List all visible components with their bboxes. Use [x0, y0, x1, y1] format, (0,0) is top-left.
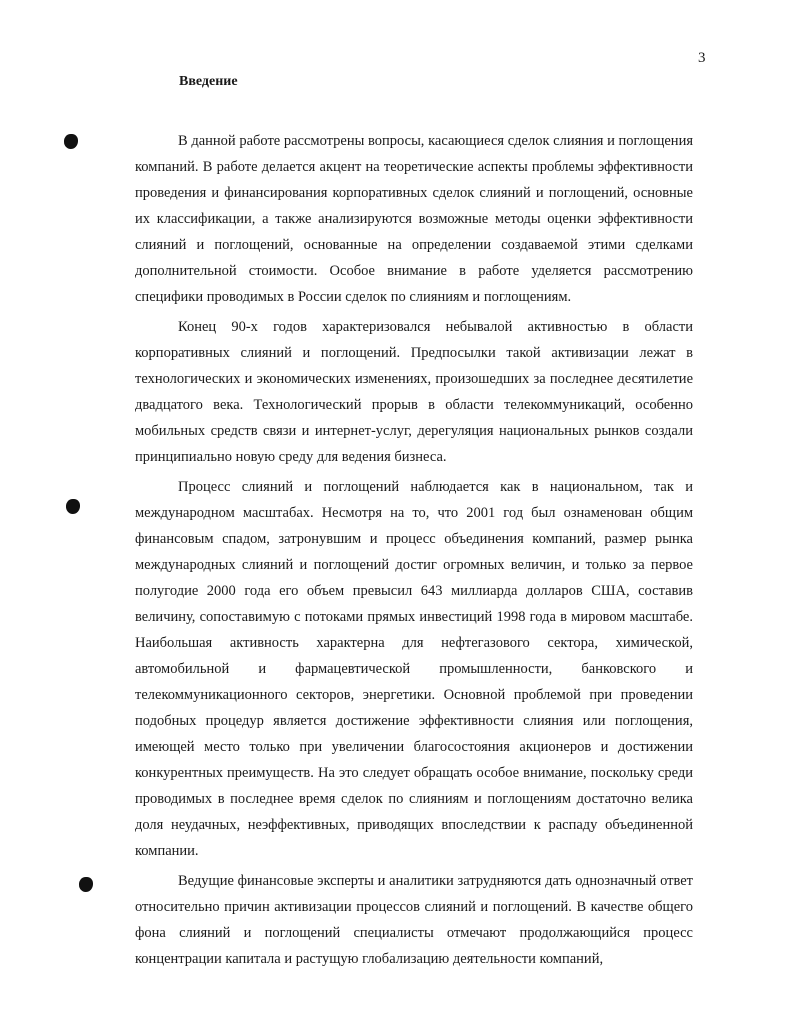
punch-hole-mark	[64, 134, 78, 149]
section-heading: Введение	[179, 74, 238, 89]
punch-hole-mark	[79, 877, 93, 892]
paragraph: Процесс слияний и поглощений наблюдается как в национальном, так и международном масштабах. Несмотря на то, что 2001 год был ознаменован общим финансовым спадом, затронувшим и процесс объединения компаний, размер рынка международных слияний и поглощений достиг огромных величин, и только за первое полугодие 2000 года его объем превысил 643 миллиарда долларов США, составив величину, сопоставимую с потоками прямых инвестиций 1998 года в мировом масштабе. Наибольшая активность характерна для нефтегазового сектора, химической, автомобильной и фармацевтической промышленности, банковского и телекоммуникационного секторов, энергетики. Основной проблемой при проведении подобных процедур является достижение эффективности слияния или поглощения, имеющей место только при увеличении благосостояния акционеров и достижении конкурентных преимуществ. На это следует обращать особое внимание, поскольку среди проводимых в последнее время сделок по слияниям и поглощениям достаточно велика доля неудачных, неэффективных, приводящих впоследствии к распаду объединенной компании.	[135, 479, 693, 859]
paragraph: В данной работе рассмотрены вопросы, касающиеся сделок слияния и поглощения компаний. В работе делается акцент на теоретические аспекты проблемы эффективности проведения и финансирования корпоративных сделок слияний и поглощений, основные их классификации, а также анализируются возможные методы оценки эффективности слияний и поглощений, основанные на определении создаваемой этими сделками дополнительной стоимости. Особое внимание в работе уделяется рассмотрению специфики проводимых в России сделок по слияниям и поглощениям.	[135, 133, 693, 305]
punch-hole-mark	[66, 499, 80, 514]
document-body	[135, 128, 693, 976]
page-number: 3	[698, 50, 706, 66]
paragraph: Конец 90-х годов характеризовался небывалой активностью в области корпоративных слияний и поглощений. Предпосылки такой активизации лежат в технологических и экономических изменениях, произошедших за последнее десятилетие двадцатого века. Технологический прорыв в области телекоммуникаций, особенно мобильных средств связи и интернет-услуг, дерегуляция национальных рынков создали принципиально новую среду для ведения бизнеса.	[135, 319, 693, 465]
paragraph: Ведущие финансовые эксперты и аналитики затрудняются дать однозначный ответ относительно причин активизации процессов слияний и поглощений. В качестве общего фона слияний и поглощений специалисты отмечают продолжающийся процесс концентрации капитала и растущую глобализацию деятельности компаний,	[135, 873, 693, 967]
